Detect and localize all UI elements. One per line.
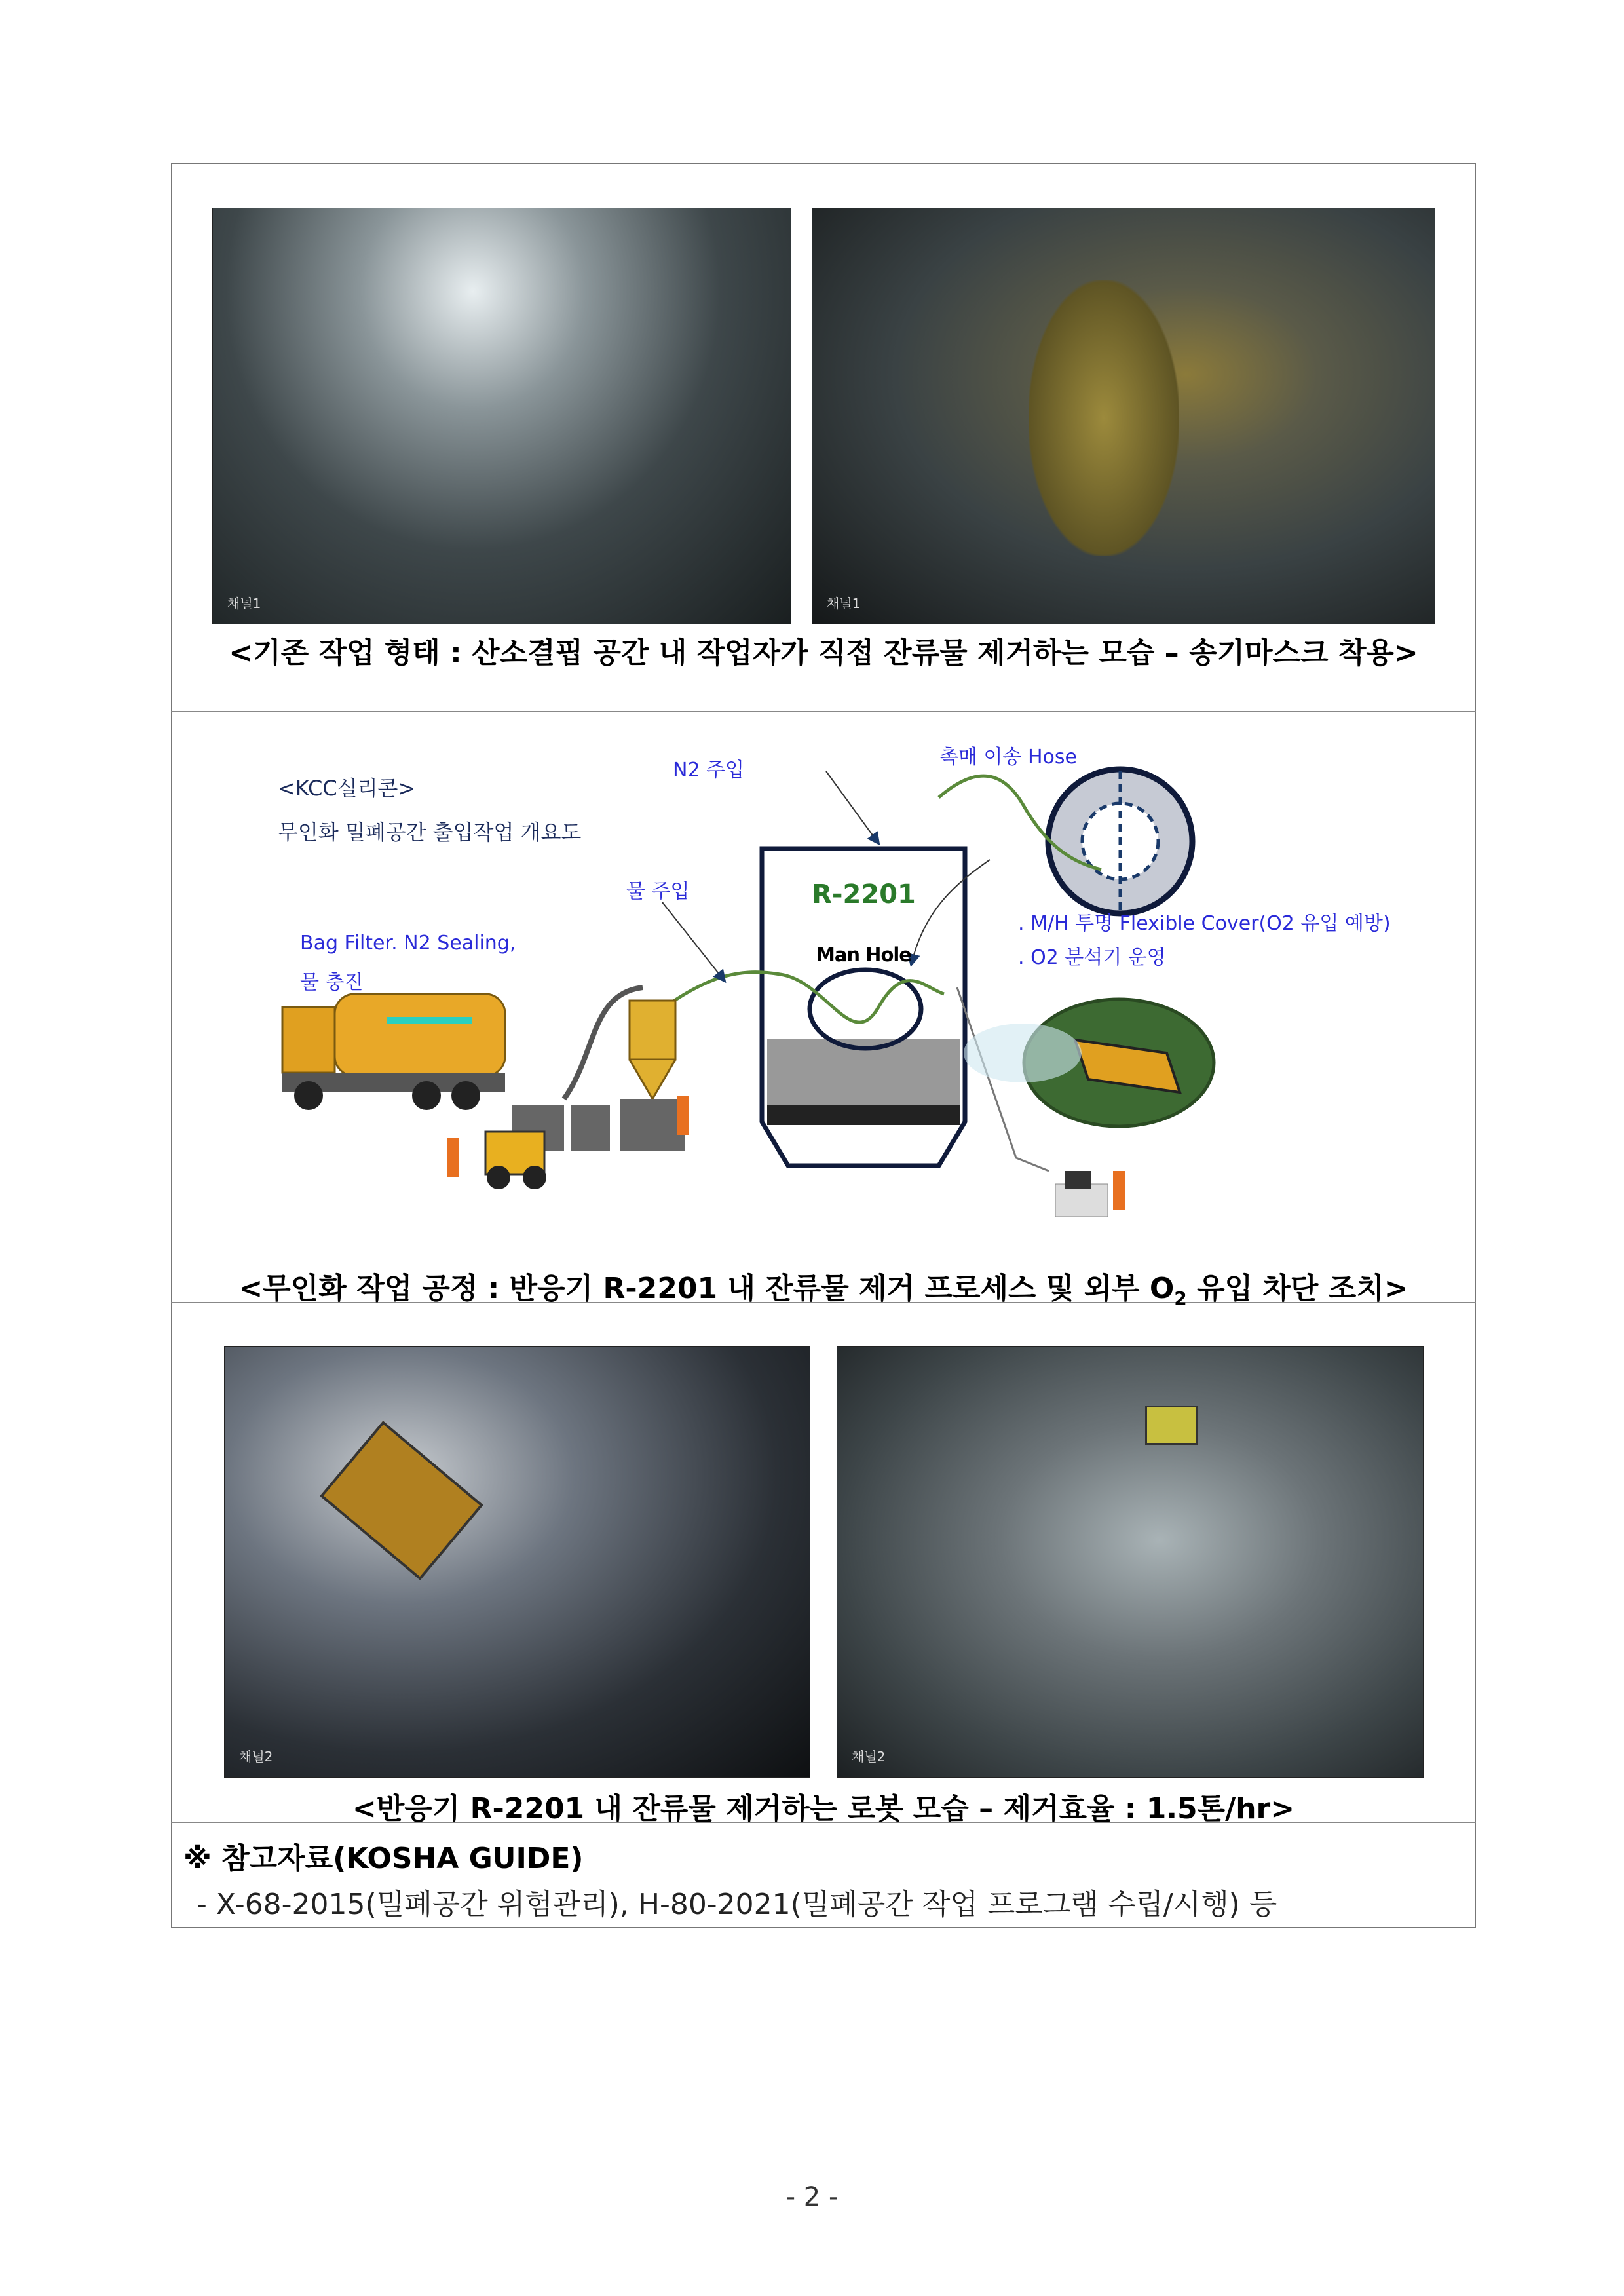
label-n2-injection: N2 주입 [673,759,745,782]
worker-figure [677,1096,689,1135]
reference-title: ※ 참고자료(KOSHA GUIDE) [183,1842,584,1875]
caption-text: <무인화 작업 공정 : 반응기 R-2201 내 잔류물 제거 프로세스 및 외부 O [238,1272,1175,1305]
label-bag-filter: Bag Filter. N2 Sealing, [300,932,516,955]
caption-subscript: 2 [1174,1287,1187,1309]
label-o2-note: . O2 분석기 운영 [1018,946,1166,969]
worker-figure [447,1138,459,1177]
vessel-label: R-2201 [812,879,916,909]
container [620,1099,685,1151]
vacuum-truck [282,994,505,1110]
channel-label: 채널2 [239,1749,273,1765]
bag-filter [630,1001,675,1060]
photo-robot-right [837,1346,1424,1778]
photo-robot-left [224,1346,810,1778]
channel-label: 채널1 [227,596,261,611]
caption-unmanned-process [171,1265,1476,1309]
channel-label: 채널2 [852,1749,886,1765]
robot-figure [1145,1406,1198,1445]
robot-figure [320,1421,483,1580]
channel-label: 채널1 [827,596,861,611]
reference-items: - X-68-2015(밀폐공간 위험관리), H-80-2021(밀폐공간 작업 프로그램 수립/시행) 등 [197,1888,1277,1921]
caption-text: 유입 차단 조치> [1186,1272,1408,1305]
diagram-title: 무인화 밀폐공간 출입작업 개요도 [278,820,582,845]
label-water-fill: 물 충진 [300,971,364,994]
label-hose: 촉매 이송 Hose [939,746,1077,769]
caption-robot: <반응기 R-2201 내 잔류물 제거하는 로봇 모습 – 제거효율 : 1.5톤/hr> [352,1792,1295,1826]
worker-figure [1113,1171,1125,1210]
diagram-company: <KCC실리콘> [278,776,416,801]
label-cover-note: . M/H 투명 Flexible Cover(O2 유입 예방) [1018,912,1391,935]
page-number: - 2 - [785,2182,839,2212]
label-water-injection: 물 주입 [626,880,690,903]
photo-worker-with-air-mask [812,208,1435,624]
worker-figure [1029,280,1179,556]
photo-worker-manual-removal [212,208,791,624]
manhole-label: Man Hole [816,944,911,966]
caption-existing-work: <기존 작업 형태 : 산소결핍 공간 내 작업자가 직접 잔류물 제거하는 모습 – 송기마스크 착용> [229,636,1418,670]
